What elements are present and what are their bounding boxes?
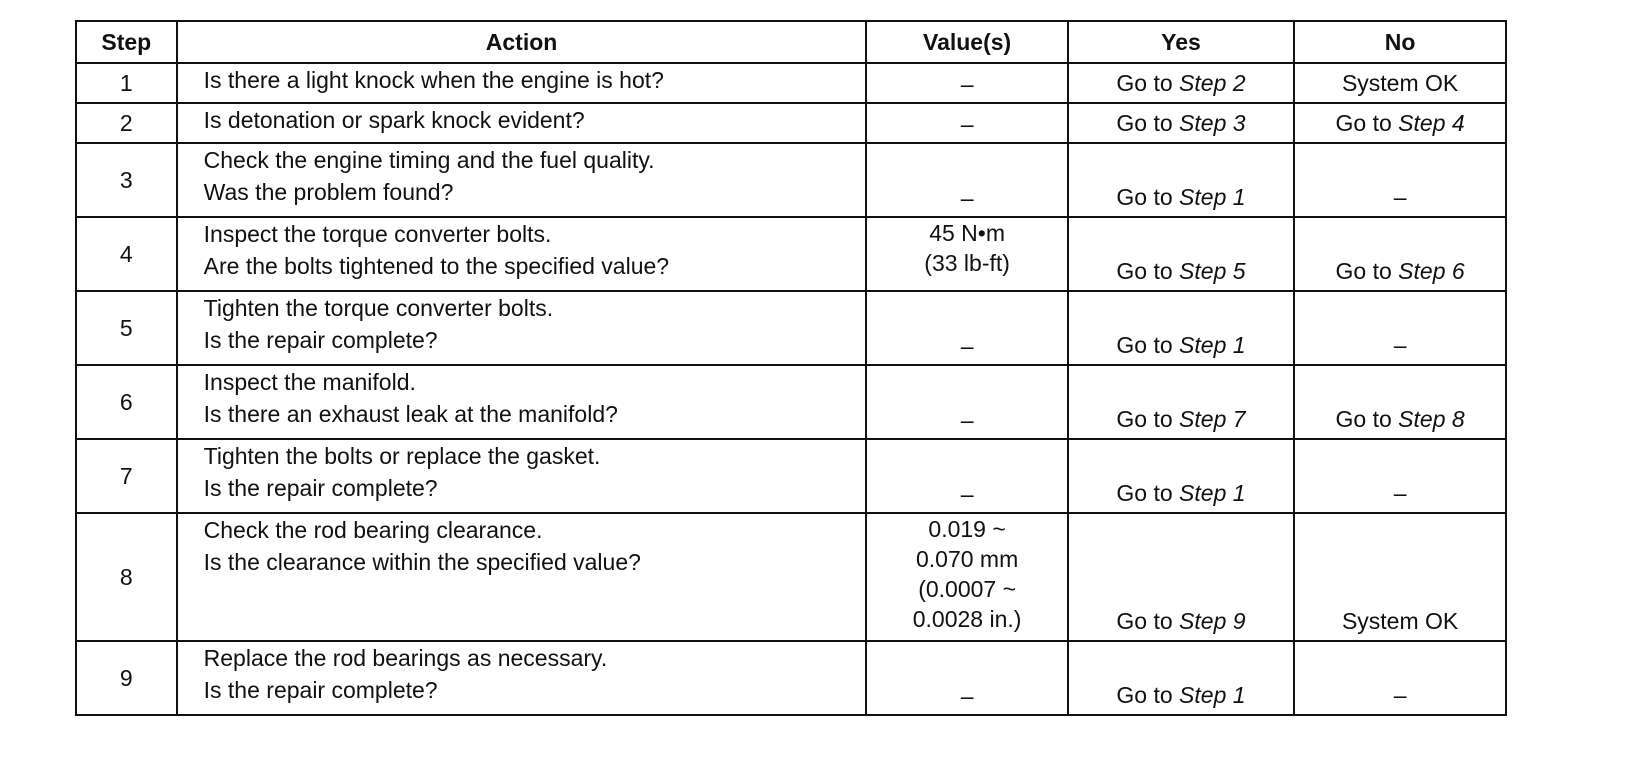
step-number: 5 [76,291,177,365]
no-step-reference: Step 4 [1398,110,1465,136]
step-number: 6 [76,365,177,439]
action-cell [177,63,867,103]
value-line: 45 N•m [929,220,1005,246]
yes-cell [1068,143,1294,217]
value-line: (33 lb-ft) [924,250,1010,276]
yes-step-reference: Step 1 [1179,480,1246,506]
action-line: Check the engine timing and the fuel quality. [203,147,655,173]
yes-cell [1068,641,1294,715]
table-row [76,217,1506,291]
value-cell [866,143,1067,217]
yes-goto-prefix: Go to [1116,70,1180,96]
no-cell [1294,641,1506,715]
table-row [76,641,1506,715]
value-line: – [960,71,974,97]
header-row [76,21,1506,63]
action-line: Is there a light knock when the engine is hot? [203,67,664,93]
table-row [76,439,1506,513]
table-row [76,365,1506,439]
action-line: Tighten the torque converter bolts. [203,295,554,321]
action-line: Check the rod bearing clearance. [203,517,543,543]
step-number: 1 [76,63,177,103]
yes-step-reference: Step 9 [1179,608,1246,634]
value-cell [866,365,1067,439]
no-step-reference: Step 6 [1398,258,1465,284]
table-body [76,63,1506,715]
action-line: Is detonation or spark knock evident? [203,107,585,133]
header-no: No [1294,21,1506,63]
action-cell [177,291,867,365]
no-cell [1294,63,1506,103]
value-line: – [960,683,974,709]
step-number: 9 [76,641,177,715]
action-line: Is the repair complete? [203,677,438,703]
action-line: Is there an exhaust leak at the manifold? [203,401,618,427]
action-line: Is the clearance within the specified value? [203,549,641,575]
value-line: – [960,481,974,507]
yes-goto-prefix: Go to [1116,332,1180,358]
yes-goto-prefix: Go to [1116,110,1180,136]
no-goto-prefix: Go to [1335,110,1399,136]
no-cell [1294,143,1506,217]
yes-goto-prefix: Go to [1116,682,1180,708]
action-cell [177,365,867,439]
action-line: Inspect the torque converter bolts. [203,221,552,247]
value-line: (0.0007 ~ [918,576,1017,602]
value-line: 0.019 ~ [928,516,1006,542]
action-line: Tighten the bolts or replace the gasket. [203,443,601,469]
table-row [76,103,1506,143]
action-line: Replace the rod bearings as necessary. [203,645,608,671]
action-line: Are the bolts tightened to the specified value? [203,253,670,279]
yes-cell [1068,63,1294,103]
yes-step-reference: Step 1 [1179,184,1246,210]
action-cell [177,103,867,143]
no-goto-prefix: Go to [1335,406,1399,432]
yes-step-reference: Step 1 [1179,682,1246,708]
value-cell [866,103,1067,143]
no-result-text: System OK [1341,608,1459,634]
action-cell [177,641,867,715]
value-cell [866,439,1067,513]
yes-step-reference: Step 5 [1179,258,1246,284]
no-cell [1294,365,1506,439]
no-step-reference: Step 8 [1398,406,1465,432]
value-line: – [960,333,974,359]
yes-goto-prefix: Go to [1116,608,1180,634]
value-cell [866,217,1067,291]
action-cell [177,217,867,291]
yes-goto-prefix: Go to [1116,184,1180,210]
no-cell [1294,217,1506,291]
yes-cell [1068,291,1294,365]
action-cell [177,143,867,217]
no-result-text: – [1393,682,1407,708]
header-yes: Yes [1068,21,1294,63]
action-cell [177,513,867,641]
no-result-text: – [1393,480,1407,506]
step-number: 4 [76,217,177,291]
yes-cell [1068,217,1294,291]
table-row [76,63,1506,103]
value-line: – [960,407,974,433]
diagnostic-table [75,20,1507,716]
action-cell [177,439,867,513]
step-number: 8 [76,513,177,641]
yes-goto-prefix: Go to [1116,258,1180,284]
yes-cell [1068,439,1294,513]
table-row [76,291,1506,365]
table-row [76,513,1506,641]
step-number: 7 [76,439,177,513]
no-cell [1294,103,1506,143]
value-cell [866,641,1067,715]
value-line: – [960,111,974,137]
yes-cell [1068,513,1294,641]
value-cell [866,513,1067,641]
no-cell [1294,439,1506,513]
value-cell [866,291,1067,365]
action-line: Is the repair complete? [203,475,438,501]
header-values: Value(s) [866,21,1067,63]
value-line: 0.070 mm [915,546,1019,572]
no-result-text: System OK [1341,70,1459,96]
header-action: Action [177,21,867,63]
header-step: Step [76,21,177,63]
no-cell [1294,291,1506,365]
yes-goto-prefix: Go to [1116,480,1180,506]
action-line: Was the problem found? [203,179,454,205]
no-result-text: – [1393,332,1407,358]
yes-step-reference: Step 3 [1179,110,1246,136]
table-row [76,143,1506,217]
step-number: 3 [76,143,177,217]
yes-step-reference: Step 1 [1179,332,1246,358]
no-cell [1294,513,1506,641]
no-goto-prefix: Go to [1335,258,1399,284]
yes-cell [1068,103,1294,143]
yes-step-reference: Step 2 [1179,70,1246,96]
yes-step-reference: Step 7 [1179,406,1246,432]
action-line: Is the repair complete? [203,327,438,353]
yes-goto-prefix: Go to [1116,406,1180,432]
value-line: – [960,185,974,211]
no-result-text: – [1393,184,1407,210]
value-line: 0.0028 in.) [912,606,1022,632]
yes-cell [1068,365,1294,439]
value-cell [866,63,1067,103]
action-line: Inspect the manifold. [203,369,416,395]
step-number: 2 [76,103,177,143]
